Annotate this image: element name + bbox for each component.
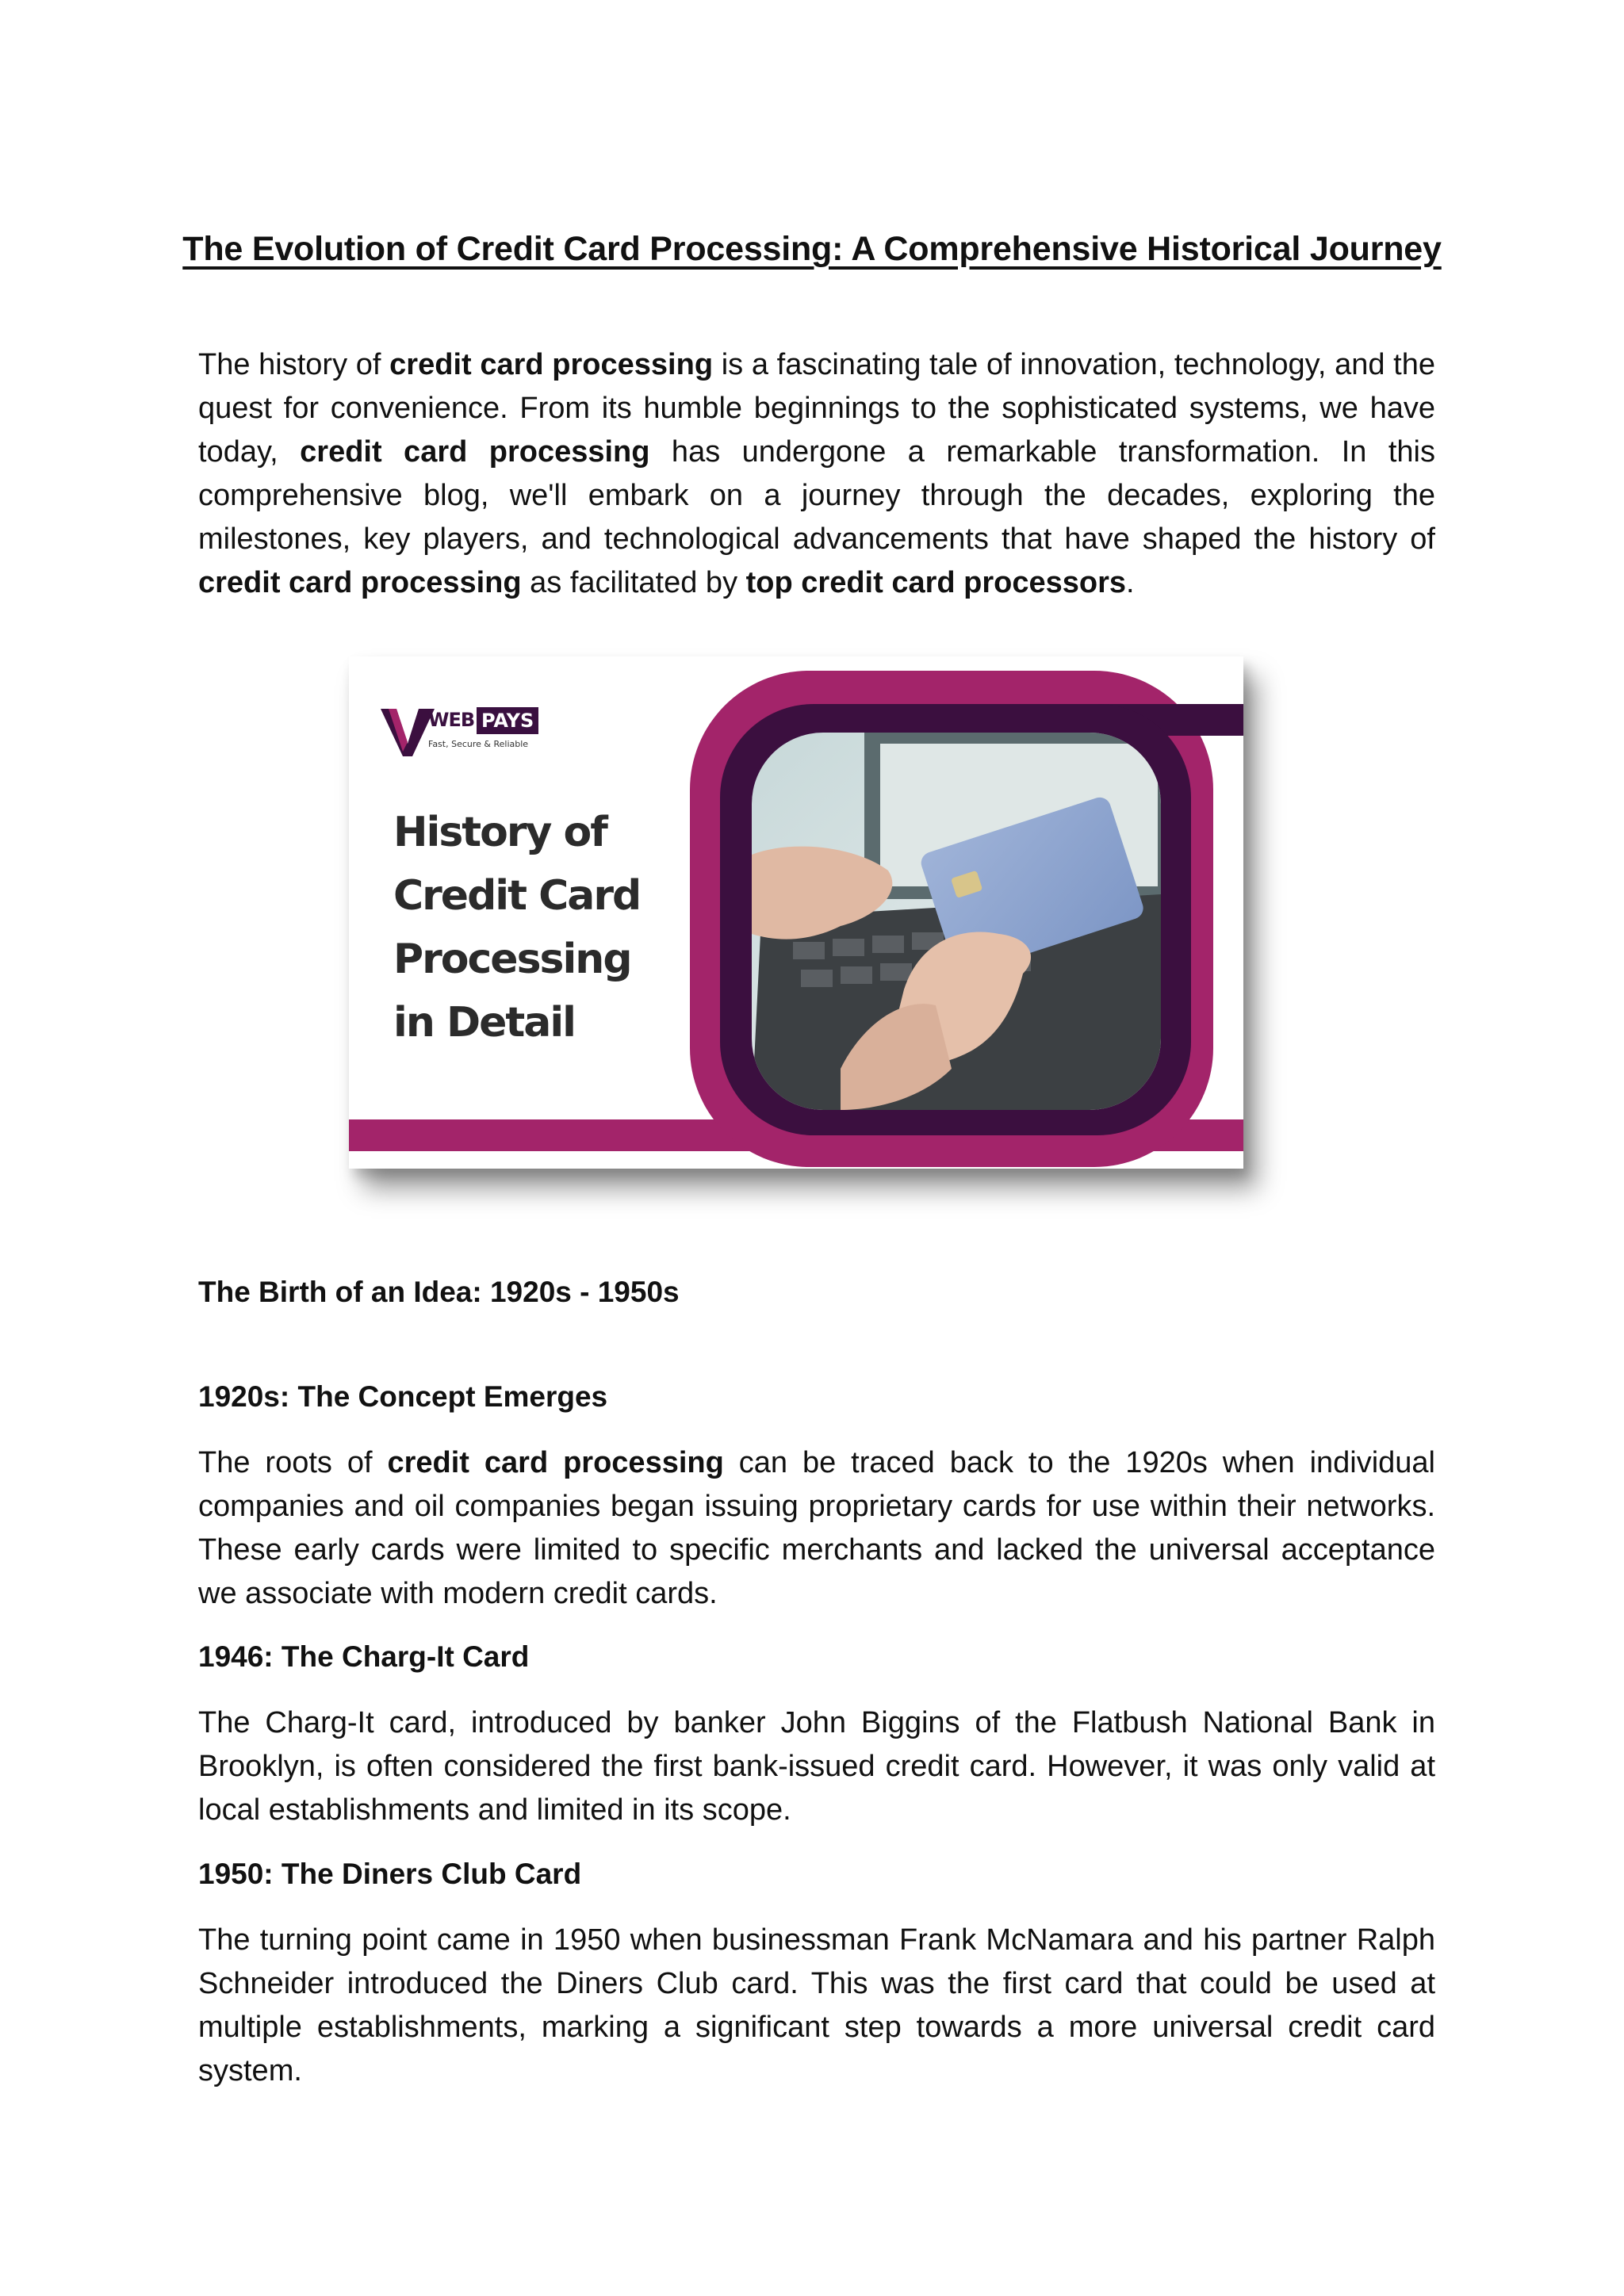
banner-image xyxy=(349,656,1243,1169)
subsection-heading-1950: 1950: The Diners Club Card xyxy=(198,1858,582,1890)
paragraph-1920s xyxy=(198,1441,1435,1616)
intro-paragraph xyxy=(198,343,1435,605)
banner-heading-line: in Detail xyxy=(393,999,575,1047)
paragraph-text: The roots of xyxy=(198,1446,388,1479)
banner-heading-line: Credit Card xyxy=(393,872,641,920)
banner-photo xyxy=(752,733,1166,1110)
subsection-heading-1946: 1946: The Charg-It Card xyxy=(198,1640,530,1673)
intro-bold: top credit card processors xyxy=(745,566,1127,599)
intro-bold: credit card processing xyxy=(389,348,714,381)
intro-text: as facilitated by xyxy=(521,566,746,599)
banner-heading-line: History of xyxy=(393,809,607,856)
logo-pays-text: PAYS xyxy=(477,707,538,734)
banner-heading xyxy=(393,801,726,1054)
logo-tagline: Fast, Secure & Reliable xyxy=(428,739,529,749)
intro-bold: credit card processing xyxy=(198,566,522,599)
paragraph-text: can be traced back to the 1920s when individual companies and oil companies began issuing proprietary cards for use within their networks. These early cards were limited to specific merchants and lacked the universal acceptance we associate with modern credit cards. xyxy=(198,1446,1436,1610)
banner-heading-line: Processing xyxy=(393,936,631,983)
intro-text: has undergone a remarkable transformation. In this comprehensive blog, we'll embark on a journey through the decades, exploring the milestones, key players, and technological advancements that have shaped the history of xyxy=(198,435,1436,556)
intro-text: The history of xyxy=(198,348,390,381)
paragraph-1946: The Charg-It card, introduced by banker John Biggins of the Flatbush National Bank in Brooklyn, is often considered the first bank-issued credit card. However, it was only valid at local establishments and limited in its scope. xyxy=(198,1706,1435,1827)
intro-text: is a fascinating tale of innovation, technology, and the quest for convenience. From its humble beginnings to the sophisticated systems, we have today, xyxy=(198,348,1436,469)
logo-web-text: WEB xyxy=(428,709,475,731)
intro-text: . xyxy=(1126,566,1135,599)
subsection-heading-1920s: 1920s: The Concept Emerges xyxy=(198,1380,608,1413)
section-heading: The Birth of an Idea: 1920s - 1950s xyxy=(198,1276,680,1308)
paragraph-bold: credit card processing xyxy=(387,1446,724,1479)
intro-bold: credit card processing xyxy=(300,435,650,469)
webpays-logo xyxy=(381,706,571,761)
paragraph-1950: The turning point came in 1950 when businessman Frank McNamara and his partner Ralph Schneider introduced the Diners Club card. This was the first card that could be used at multiple establishments, marking a significant step towards a more universal credit card system. xyxy=(198,1923,1435,2087)
document-title: The Evolution of Credit Card Processing: A Comprehensive Historical Journey xyxy=(182,230,1442,268)
